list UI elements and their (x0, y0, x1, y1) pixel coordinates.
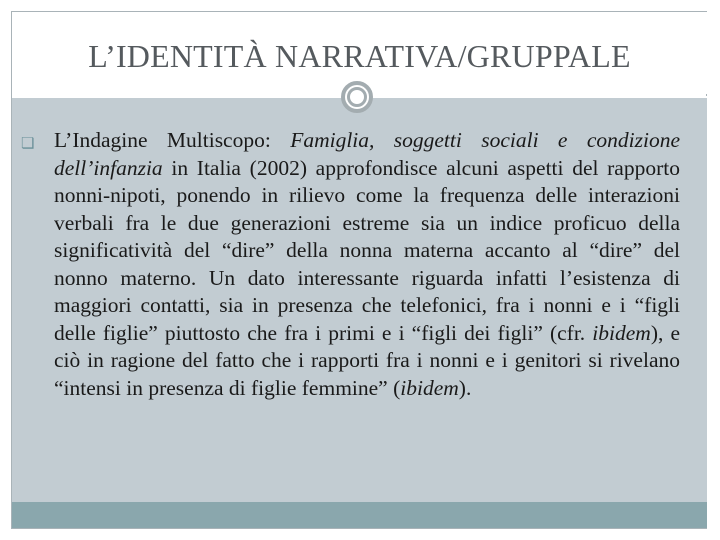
slide-title: L’IDENTITÀ NARRATIVA/GRUPPALE (88, 38, 631, 74)
survey-title: Famiglia, soggetti sociali e condizione dell’infanzia (54, 128, 680, 180)
footer-bar (12, 502, 707, 528)
paragraph-text-4: ). (458, 375, 472, 400)
hollow-diamond-bullet-icon: ❏ (21, 136, 35, 152)
ring-inner (347, 87, 367, 107)
ring-ornament-icon (341, 81, 373, 113)
paragraph-text-2: in Italia (2002) approfondisce alcuni aspetti del rapporto nonni-nipoti, ponendo in rilievo come la frequenza delle interazioni verbali fra le due generazioni estreme sia un indice proficuo della significatività del “dire” della nonna materna accanto al “dire” del nonno materno. Un dato interessante riguarda infatti l’esistenza di maggiori contatti, sia in presenza che telefonici, fra i nonni e i “figli delle figlie” piuttosto che fra i primi e i “figli dei figli” (cfr. (54, 155, 680, 345)
citation-ibidem-1: ibidem (592, 320, 651, 345)
paragraph-text-3: ), e ciò in ragione del fatto che i rapporti fra i nonni e i genitori si rivelano “intensi in presenza di figlie femmine” ( (54, 320, 681, 400)
paragraph-text-1: L’Indagine Multiscopo: (54, 128, 291, 152)
citation-ibidem-2: ibidem (400, 375, 459, 400)
body-paragraph (21, 127, 681, 402)
